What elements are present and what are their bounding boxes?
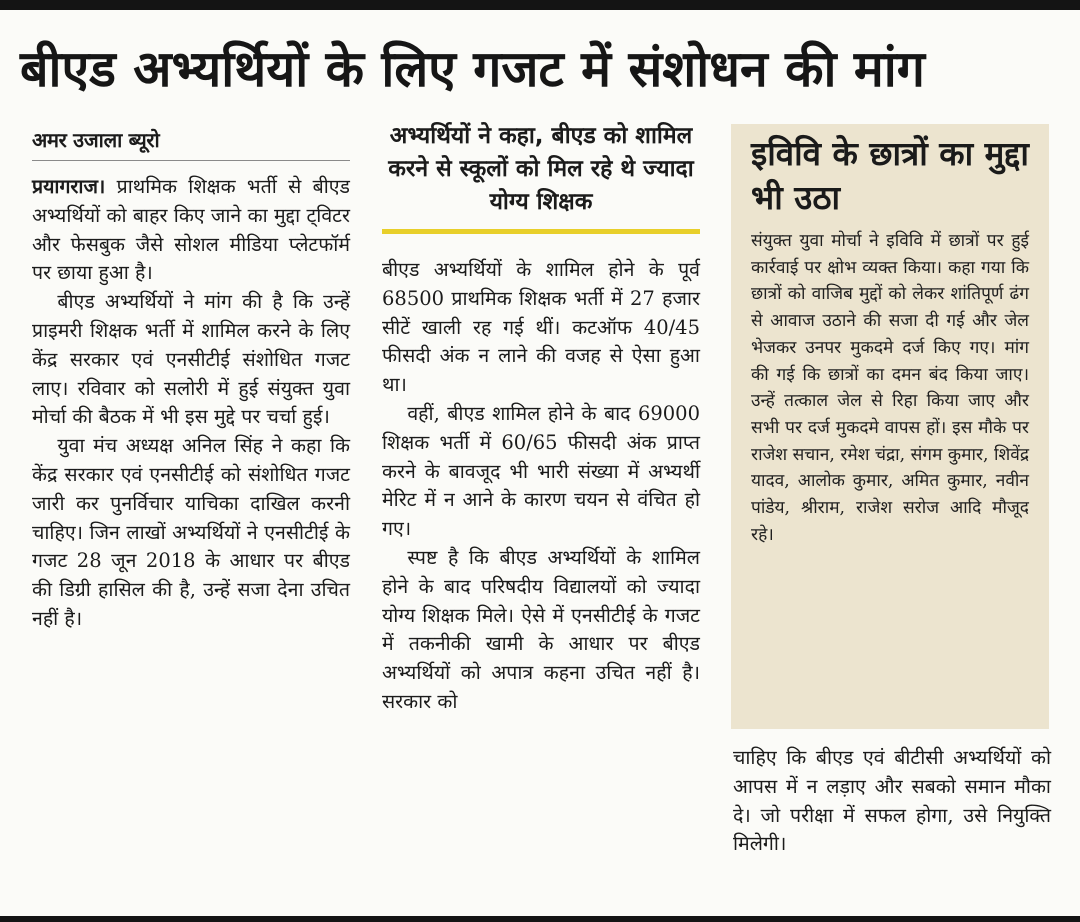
- byline: अमर उजाला ब्यूरो: [32, 120, 350, 161]
- article-column-2: [382, 120, 700, 717]
- sidebar-body: संयुक्त युवा मोर्चा ने इविवि में छात्रों पर हुई कार्रवाई पर क्षोभ व्यक्त किया। कहा गया कि छात्रों को वाजिब मुद्दों को लेकर शांतिपूर्ण ढंग से आवाज उठाने की सजा दी गई और जेल भेजकर उनपर मुकदमे दर्ज किए गए। मांग की गई कि छात्रों का दमन बंद किया जाए। उन्हें तत्काल जेल से रिहा किया जाए और सभी पर दर्ज मुकदमे वापस हों। इस मौके पर राजेश सचान, रमेश चंद्रा, संगम कुमार, शिवेंद्र यादव, आलोक कुमार, अमित कुमार, नवीन पांडेय, श्रीराम, राजेश सरोज आदि मौजूद रहे।: [751, 231, 1029, 545]
- bottom-border-rule: [0, 916, 1080, 922]
- headline: बीएड अभ्यर्थियों के लिए गजट में संशोधन की मांग: [20, 40, 925, 98]
- paragraph-6: स्पष्ट है कि बीएड अभ्यर्थियों के शामिल होने के बाद परिषदीय विद्यालयों को ज्यादा योग्य शिक्षक मिले। ऐसे में एनसीटीई के गजट में तकनीकी खामी के आधार पर बीएड अभ्यर्थियों को अपात्र कहना उचित नहीं है। सरकार को: [382, 545, 700, 713]
- paragraph-2: बीएड अभ्यर्थियों ने मांग की है कि उन्हें प्राइमरी शिक्षक भर्ती में शामिल करने के लिए केंद्र सरकार एवं एनसीटीई संशोधित गजट लाए। रविवार को सलोरी में हुई संयुक्त युवा मोर्चा की बैठक में भी इस मुद्दे पर चर्चा हुई।: [32, 290, 350, 429]
- article-column-1: [32, 120, 350, 634]
- sidebar-box: [731, 124, 1049, 729]
- paragraph-1-text: प्राथमिक शिक्षक भर्ती से बीएड अभ्यर्थियों को बाहर किए जाने का मुद्दा ट्विटर और फेसबुक जैसे सोशल मीडिया प्लेटफॉर्म पर छाया हुआ है।: [32, 175, 350, 285]
- sidebar-title: इविवि के छात्रों का मुद्दा भी उठा: [751, 134, 1029, 217]
- subheadline: अभ्यर्थियों ने कहा, बीएड को शामिल करने से स्कूलों को मिल रहे थे ज्यादा योग्य शिक्षक: [382, 120, 700, 234]
- column-3-continuation: चाहिए कि बीएड एवं बीटीसी अभ्यर्थियों को आपस में न लड़ाए और सबको समान मौका दे। जो परीक्षा में सफल होगा, उसे नियुक्ति मिलेगी।: [733, 746, 1051, 856]
- paragraph-3: युवा मंच अध्यक्ष अनिल सिंह ने कहा कि केंद्र सरकार एवं एनसीटीई को संशोधित गजट जारी कर पुनर्विचार याचिका दाखिल करनी चाहिए। जिन लाखों अभ्यर्थियों ने एनसीटीई के गजट 28 जून 2018 के आधार पर बीएड की डिग्री हासिल की है, उन्हें सजा देना उचित नहीं है।: [32, 434, 350, 630]
- paragraph-4: बीएड अभ्यर्थियों के शामिल होने के पूर्व 68500 प्राथमिक शिक्षक भर्ती में 27 हजार सीटें खाली रह गई थीं। कटऑफ 40/45 फीसदी अंक न लाने की वजह से ऐसा हुआ था।: [382, 258, 700, 397]
- top-border-rule: [0, 0, 1080, 10]
- paragraph-1: [32, 173, 350, 288]
- dateline: प्रयागराज।: [32, 175, 106, 198]
- paragraph-5: वहीं, बीएड शामिल होने के बाद 69000 शिक्षक भर्ती में 60/65 फीसदी अंक प्राप्त करने के बावजूद भी भारी संख्या में अभ्यर्थी मेरिट में न आने के कारण चयन से वंचित हो गए।: [382, 401, 700, 541]
